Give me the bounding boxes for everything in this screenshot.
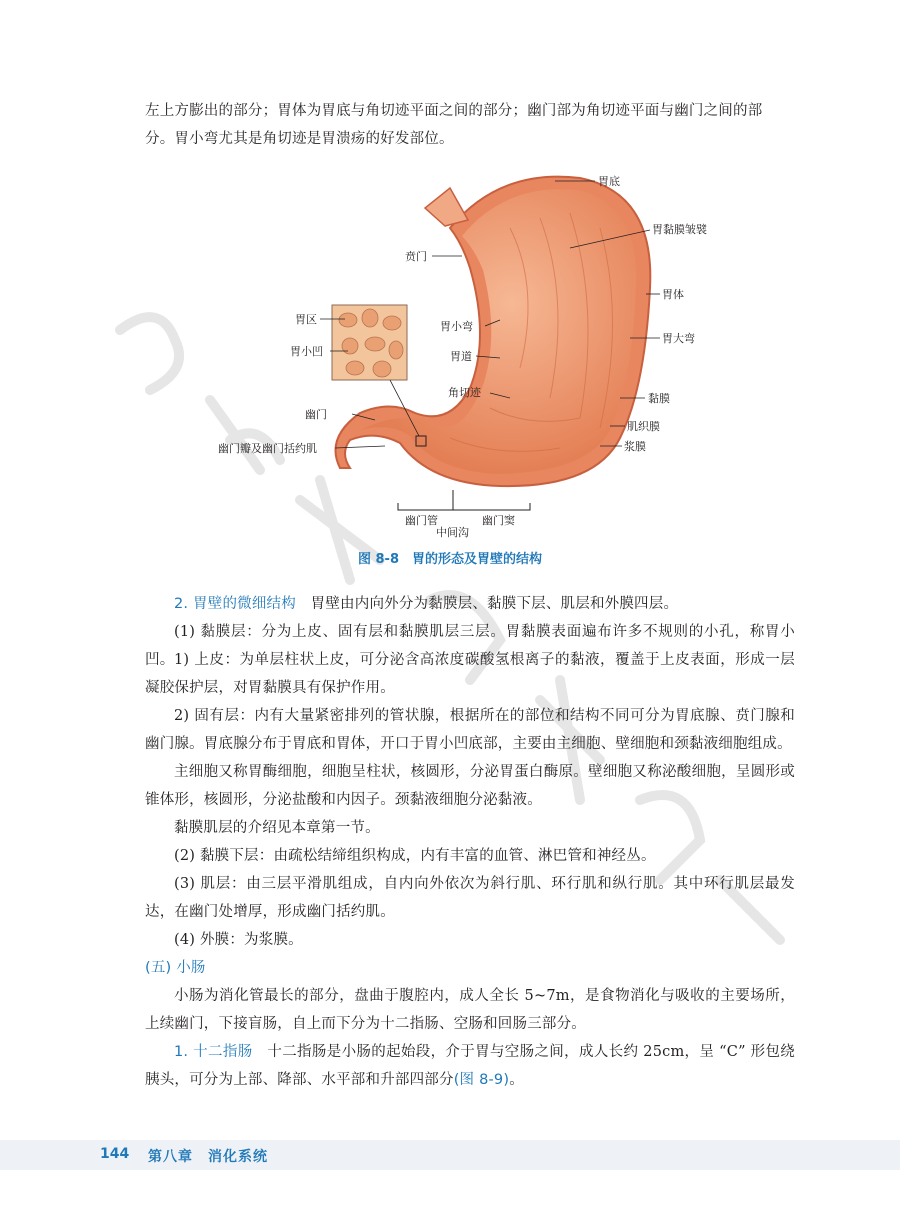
label-pyloric-valve: 幽门瓣及幽门括约肌 [218, 442, 317, 455]
intro-line-2: 分。胃小弯尤其是角切迹是胃溃疡的好发部位。 [145, 131, 454, 147]
section2-text: 胃壁由内向外分为黏膜层、黏膜下层、肌层和外膜四层。 [295, 596, 679, 612]
paragraph-duodenum [145, 1038, 795, 1094]
label-cardia: 贲门 [405, 250, 427, 263]
chapter-title: 第八章 消化系统 [148, 1149, 268, 1165]
section2-paragraph [145, 590, 795, 618]
section2-heading: 2. 胃壁的微细结构 [174, 596, 296, 612]
label-intermediate-groove: 中间沟 [436, 526, 469, 538]
label-mucosal-folds: 胃黏膜皱襞 [652, 223, 707, 236]
footer-bar [0, 1140, 900, 1170]
label-angular-incisure: 角切迹 [448, 386, 481, 399]
label-gastric-area: 胃区 [295, 313, 317, 326]
paragraph-adventitia: (4) 外膜：为浆膜。 [174, 932, 303, 948]
section5-heading: (五) 小肠 [145, 960, 206, 976]
paragraph-lamina-propria: 2) 固有层：内有大量紧密排列的管状腺，根据所在的部位和结构不同可分为胃底腺、贲门腺和幽门腺。胃底腺分布于胃底和胃体，开口于胃小凹底部，主要由主细胞、壁细胞和颈黏液细胞组成。 [145, 708, 795, 752]
label-pyloric-antrum: 幽门窦 [482, 514, 515, 527]
intro-line-1: 左上方膨出的部分；胃体为胃底与角切迹平面之间的部分；幽门部为角切迹平面与幽门之间的部 [145, 103, 763, 119]
label-fundus: 胃底 [598, 175, 620, 188]
figure-reference-link[interactable]: (图 8-9) [453, 1072, 510, 1088]
paragraph-submucosa: (2) 黏膜下层：由疏松结缔组织构成，内有丰富的血管、淋巴管和神经丛。 [174, 848, 656, 864]
page-number: 144 [100, 1146, 130, 1162]
paragraph-small-intestine: 小肠为消化管最长的部分，盘曲于腹腔内，成人全长 5~7m，是食物消化与吸收的主要场所，上续幽门，下接盲肠，自上而下分为十二指肠、空肠和回肠三部分。 [145, 988, 795, 1032]
figure-caption: 图 8-8 胃的形态及胃壁的结构 [357, 552, 542, 567]
label-gastric-canal: 胃道 [450, 350, 472, 363]
label-muscularis: 肌织膜 [627, 420, 660, 433]
stomach-diagram [200, 168, 740, 538]
esophagus [425, 188, 468, 226]
paragraph-cells: 主细胞又称胃酶细胞，细胞呈柱状，核圆形，分泌胃蛋白酶原。壁细胞又称泌酸细胞，呈圆形或锥体形，核圆形，分泌盐酸和内因子。颈黏液细胞分泌黏液。 [145, 764, 795, 808]
paragraph-muscle-layer: (3) 肌层：由三层平滑肌组成，自内向外依次为斜行肌、环行肌和纵行肌。其中环行肌层最发达，在幽门处增厚，形成幽门括约肌。 [145, 876, 795, 920]
duodenum-end: 。 [509, 1072, 524, 1088]
label-pylorus: 幽门 [305, 408, 327, 421]
label-pyloric-canal: 幽门管 [405, 514, 438, 527]
section5-heading-line [145, 954, 795, 982]
label-body: 胃体 [662, 288, 684, 301]
paragraph-muscularis-mucosae: 黏膜肌层的介绍见本章第一节。 [174, 820, 380, 836]
label-lesser-curvature: 胃小弯 [440, 320, 473, 333]
label-greater-curvature: 胃大弯 [662, 332, 695, 345]
label-gastric-pit: 胃小凹 [290, 345, 323, 358]
label-serosa: 浆膜 [624, 440, 646, 453]
paragraph-epithelium: 1) 上皮：为单层柱状上皮，可分泌含高浓度碳酸氢根离子的黏液，覆盖于上皮表面，形成一层凝胶保护层，对胃黏膜具有保护作用。 [145, 652, 795, 696]
duodenum-heading: 1. 十二指肠 [174, 1044, 253, 1060]
paragraph-mucosa: (1) 黏膜层：分为上皮、固有层和黏膜肌层三层。胃黏膜表面遍布许多不规则的小孔，称胃小凹。 [145, 624, 795, 668]
duodenum-text: 十二指肠是小肠的起始段，介于胃与空肠之间，成人长约 25cm，呈 “C” 形包绕胰头，可分为上部、降部、水平部和升部四部分 [145, 1044, 795, 1088]
label-mucosa: 黏膜 [648, 392, 670, 405]
